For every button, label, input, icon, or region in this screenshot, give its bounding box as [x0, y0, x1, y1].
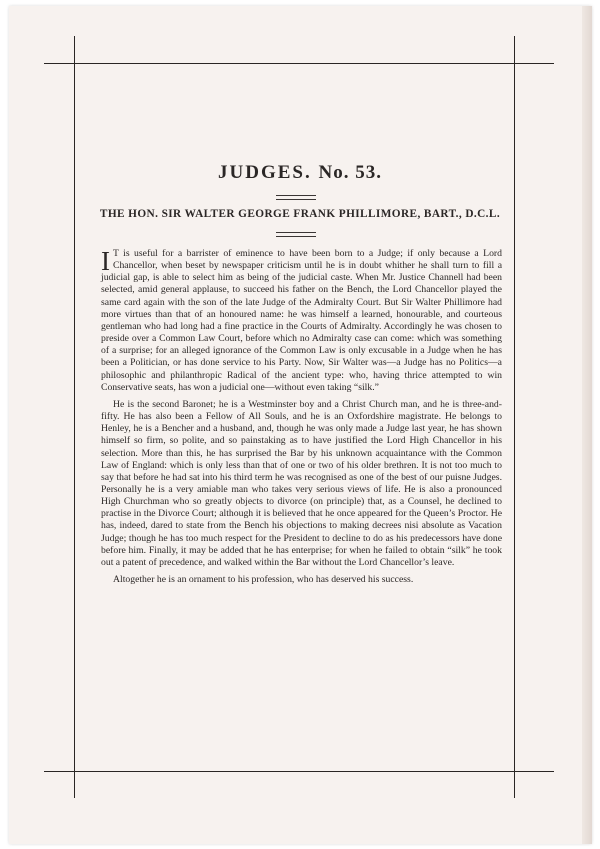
border-bottom-rule — [44, 771, 554, 772]
paragraph-2: He is the second Baronet; he is a Westminster boy and a Christ Church man, and he is three-and-fifty. He has also been a Fellow of All Souls, and he is an Oxfordshire magistrate. He belongs to Henley, he is a Bencher and a husband, and, though he was only made a Judge last year, he has shown himself so firm, so polite, and so painstaking as to have justified the Lord High Chancellor in his selection. More than this, he has surprised the Bar by his unknown acquaintance with the Common Law of England: which is only less than that of one or two of his older brethren. It is not too much to say that before he had sat into his third term he was recognised as one of the best of our puisne Judges. Personally he is a very amiable man who takes very serious views of life. He is also a pronounced High Churchman who so greatly objects to divorce (on principle) that, as a Counsel, he declined to practise in the Divorce Court; although it is believed that he once appeared for the Queen’s Proctor. He has, indeed, dared to state from the Bench his objections to making decrees nisi absolute as Vacation Judge; though he has too much respect for the President to decline to do as his predecessors have done before him. Finally, it may be added that he has enterprise; for when he failed to obtain “silk” he took out a patent of precedence, and walked within the Bar without the Lord Chancellor’s leave. — [101, 398, 502, 568]
paragraph-1 — [101, 248, 502, 394]
body-text — [101, 248, 502, 591]
paragraph-3: Altogether he is an ornament to his profession, who has deserved his success. — [113, 574, 414, 586]
title-divider — [276, 195, 316, 200]
page-edge — [582, 6, 592, 844]
subtitle: THE HON. SIR WALTER GEORGE FRANK PHILLIMORE, BART., D.C.L. — [99, 208, 501, 220]
border-left-rule — [74, 36, 75, 798]
page-title — [0, 162, 600, 184]
title-text: JUDGES. — [218, 162, 312, 183]
title-number: No. 53. — [318, 162, 382, 183]
border-top-rule — [44, 63, 554, 64]
title-block — [0, 162, 600, 184]
drop-cap: I — [101, 246, 110, 276]
paragraph-1-text: T is useful for a barrister of eminence to have been born to a Judge; if only because a Lord Chancellor, when beset by newspaper criticism until he is in doubt whither he shall turn to fill a judicial gap, is able to select him as being of the judicial caste. When Mr. Justice Channell had been selected, amid general applause, to succeed his father on the Bench, the Lord Chancellor played the same card again with the son of the late Judge of the Admiralty Court. But Sir Walter Phillimore had more virtues than that of an honoured name: he was himself a learned, honourable, and courteous gentleman who had long had a fine practice in the Courts of Admiralty. Accordingly he was chosen to preside over a Common Law Court, before which no Admiralty case can come: which was something of a surprise; for an alleged ignorance of the Common Law is only excusable in a Judge when he has been a Politician, or has done service to his Party. Now, Sir Walter was—a Judge has no Politics—a philosophic and philanthropic Radical of the ancient type: who, having thrice attempted to win Conservative seats, has won a judicial one—without even taking “silk.” — [101, 248, 502, 393]
subtitle-divider — [276, 232, 316, 237]
border-right-rule — [514, 36, 515, 798]
